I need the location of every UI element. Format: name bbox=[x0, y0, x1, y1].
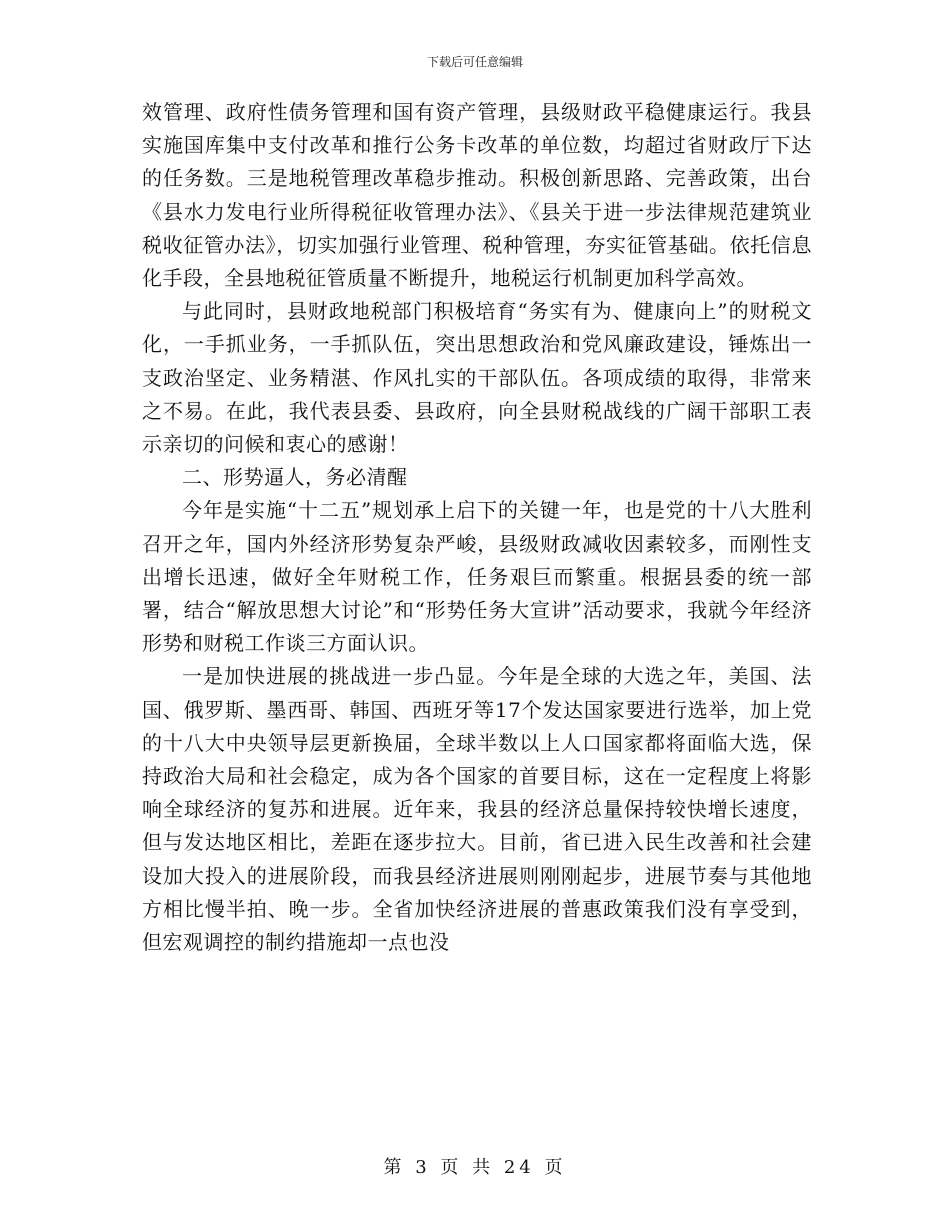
document-body bbox=[142, 96, 812, 959]
section-heading: 二、形势逼人，务必清醒 bbox=[182, 465, 408, 490]
paragraph: 今年是实施“十二五”规划承上启下的关键一年，也是党的十八大胜利召开之年，国内外经济形势复杂严峻，县级财政减收因素较多，而刚性支出增长迅速，做好全年财税工作，任务艰巨而繁重。根据县委的统一部署，结合“解放思想大讨论”和“形势任务大宣讲”活动要求，我就今年经济形势和财税工作谈三方面认识。 bbox=[142, 498, 812, 656]
page-number-footer: 第 3 页 共 24 页 bbox=[383, 1157, 567, 1178]
paragraph-continuation: 效管理、政府性债务管理和国有资产管理，县级财政平稳健康运行。我县实施国库集中支付改革和推行公务卡改革的单位数，均超过省财政厅下达的任务数。三是地税管理改革稳步推动。积极创新思路、完善政策，出台《县水力发电行业所得税征收管理办法》、《县关于进一步法律规范建筑业税收征管办法》，切实加强行业管理、税种管理，夯实征管基础。依托信息化手段，全县地税征管质量不断提升，地税运行机制更加科学高效。 bbox=[142, 100, 812, 291]
page-header: 下载后可任意编辑 bbox=[426, 55, 523, 69]
paragraph: 一是加快进展的挑战进一步凸显。今年是全球的大选之年，美国、法国、俄罗斯、墨西哥、韩国、西班牙等17个发达国家要进行选举，加上党的十八大中央领导层更新换届，全球半数以上人口国家都将面临大选，保持政治大局和社会稳定，成为各个国家的首要目标，这在一定程度上将影响全球经济的复苏和进展。近年来，我县的经济总量保持较快增长速度，但与发达地区相比，差距在逐步拉大。目前，省已进入民生改善和社会建设加大投入的进展阶段，而我县经济进展则刚刚起步，进展节奏与其他地方相比慢半拍、晚一步。全省加快经济进展的普惠政策我们没有享受到，但宏观调控的制约措施却一点也没 bbox=[142, 664, 812, 955]
paragraph: 与此同时，县财政地税部门积极培育“务实有为、健康向上”的财税文化，一手抓业务，一手抓队伍，突出思想政治和党风廉政建设，锤炼出一支政治坚定、业务精湛、作风扎实的干部队伍。各项成绩的取得，非常来之不易。在此，我代表县委、县政府，向全县财税战线的广阔干部职工表示亲切的问候和衷心的感谢！ bbox=[142, 299, 812, 457]
